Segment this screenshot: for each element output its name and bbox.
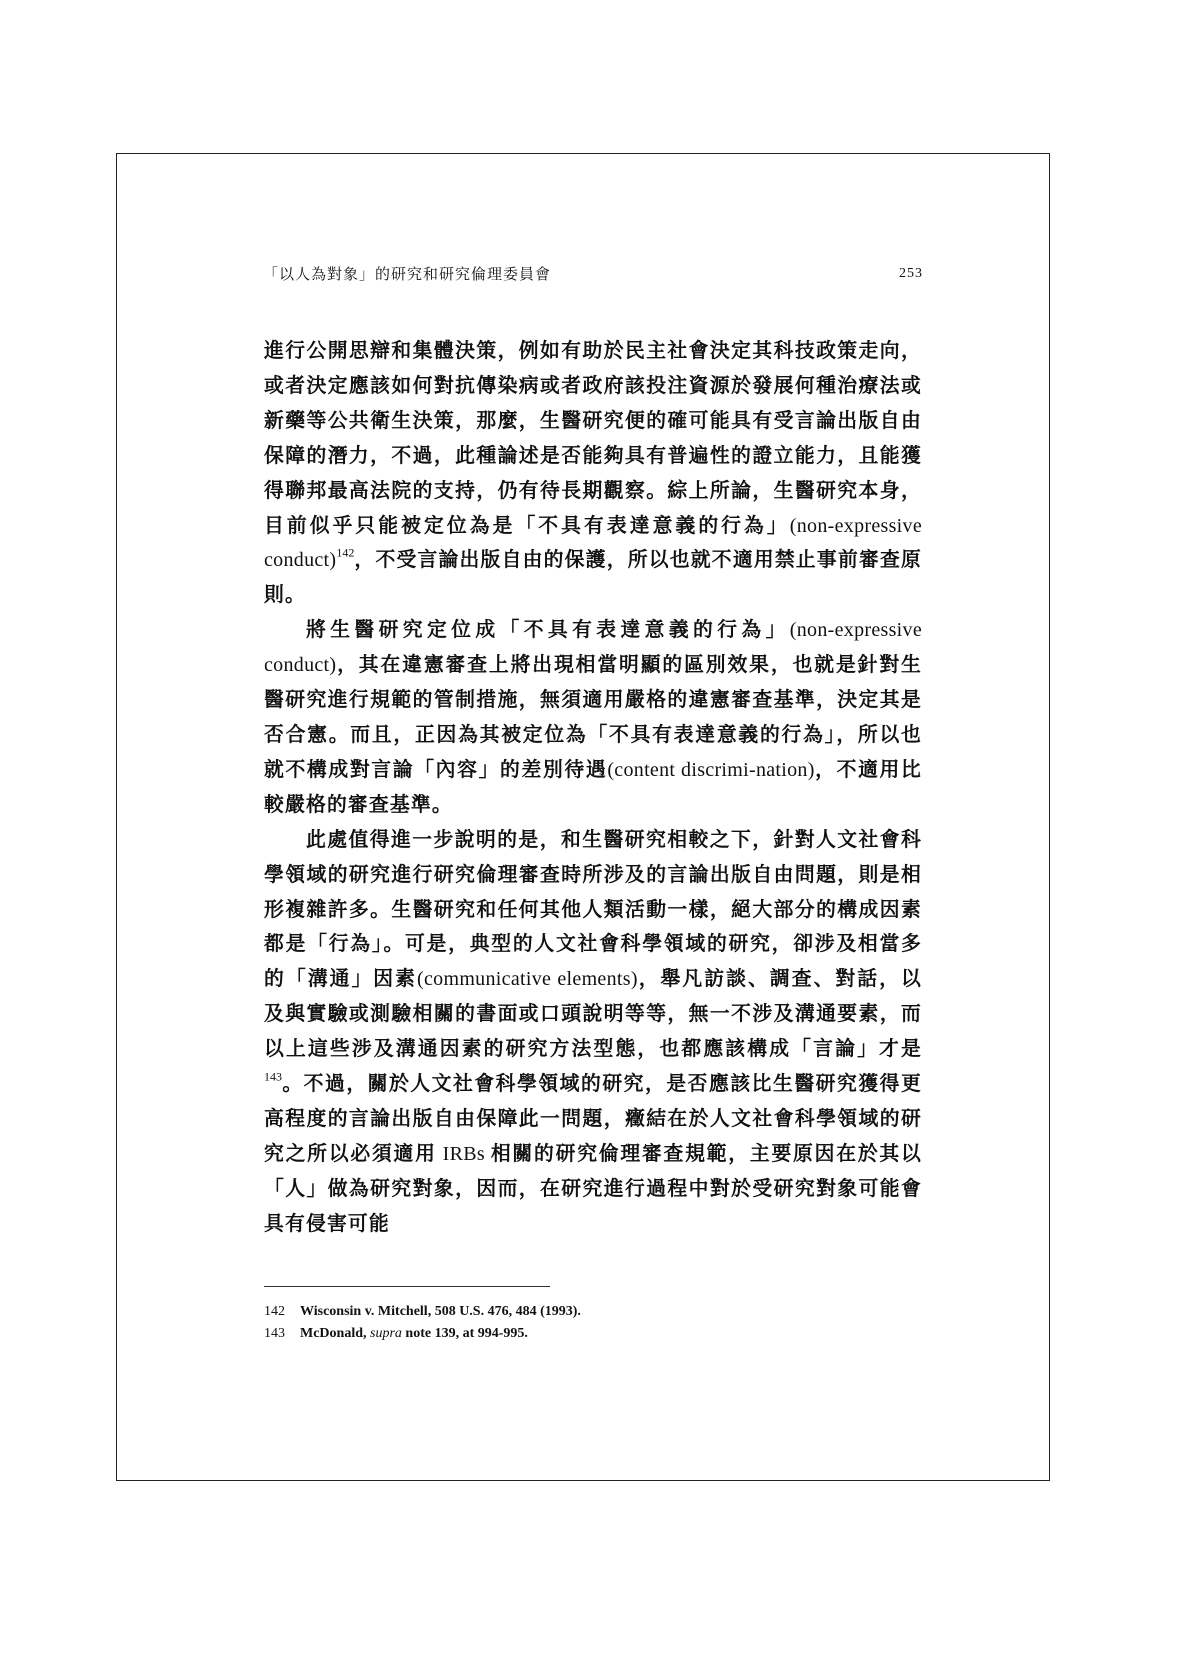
paragraph-3 xyxy=(264,823,922,1242)
footnote-number: 143 xyxy=(264,1326,285,1341)
paragraph-2-text-c: ，其在違憲審查上將出現相當明顯的區別效果，也就是針對生醫研究進行規範的管制措施，無須適用嚴格的違憲審查基準，決定其是否合憲。而且，正因為其被定位為「不具有表達意義的行為」，所以也就不構成對言論「內容」的差別待遇 xyxy=(264,653,922,781)
running-head xyxy=(263,262,923,286)
footnote-rule xyxy=(264,1286,550,1287)
page-number: 253 xyxy=(899,266,923,281)
running-title: 「以人為對象」的研究和研究倫理委員會 xyxy=(263,265,552,283)
footnote-142 xyxy=(264,1301,924,1323)
footnote-ref-142[interactable]: 142 xyxy=(336,545,355,560)
paragraph-1 xyxy=(264,334,922,613)
footnote-ref-143[interactable]: 143 xyxy=(264,1069,282,1084)
paragraph-2-latin-term-1: (non-expressive conduct) xyxy=(264,619,922,677)
paragraph-3-text-f: 相關的研究倫理審查規範，主要原因在於其以「人」做為研究對象，因而，在研究進行過程中對於受研究對象可能會具有侵害可能 xyxy=(264,1141,922,1235)
paragraph-2-text-a: 將生醫研究定位成「不具有表達意義的行為」 xyxy=(306,618,790,642)
paragraph-1-text-c: ，不受言論出版自由的保護，所以也就不適用禁止事前審查原則。 xyxy=(264,548,922,607)
footnote-text-after: note 139, at 994-995. xyxy=(401,1326,528,1341)
footnote-text: Wisconsin v. Mitchell, 508 U.S. 476, 484 (1993). xyxy=(300,1304,581,1319)
paragraph-1-latin-term: (non-expressive conduct) xyxy=(264,514,922,572)
footnote-italic: supra xyxy=(370,1326,402,1341)
paragraph-2-text-e: ，不適用比較嚴格的審查基準。 xyxy=(264,757,922,816)
paragraph-3-text-c: ，舉凡訪談、調查、對話，以及與實驗或測驗相關的書面或口頭說明等等，無一不涉及溝通要素，而以上這些涉及溝通因素的研究方法型態，也都應該構成「言論」才是 xyxy=(264,967,922,1061)
footnote-143 xyxy=(264,1323,924,1345)
paragraph-3-text-d: 。不過，關於人文社會科學領域的研究，是否應該比生醫研究獲得更高程度的言論出版自由保障此一問題，癥結在於人文社會科學領域的研究之所以必須適用 xyxy=(264,1072,922,1165)
paragraph-1-text-a: 進行公開思辯和集體決策，例如有助於民主社會決定其科技政策走向，或者決定應該如何對抗傳染病或者政府該投注資源於發展何種治療法或新藥等公共衛生決策，那麼，生醫研究便的確可能具有受言論出版自由保障的潛力，不過，此種論述是否能夠具有普遍性的證立能力，且能獲得聯邦最高法院的支持，仍有待長期觀察。綜上所論，生醫研究本身，目前似乎只能被定位為是「不具有表達意義的行為」 xyxy=(264,339,922,537)
paragraph-3-latin-term: (communicative elements) xyxy=(417,968,638,991)
body-text xyxy=(264,334,922,1242)
footnote-text-before: McDonald, xyxy=(300,1326,370,1341)
footnotes xyxy=(264,1301,924,1345)
paragraph-3-text-a: 此處值得進一步說明的是，和生醫研究相較之下，針對人文社會科學領域的研究進行研究倫理審查時所涉及的言論出版自由問題，則是相形複雜許多。生醫研究和任何其他人類活動一樣，絕大部分的構成因素都是「行為」。可是，典型的人文社會科學領域的研究，卻涉及相當多的「溝通」因素 xyxy=(264,827,922,991)
paragraph-2-latin-term-2: (content discrimi-nation) xyxy=(607,758,815,781)
paragraph-2 xyxy=(264,613,922,822)
footnote-number: 142 xyxy=(264,1304,285,1319)
paragraph-3-irbs: IRBs xyxy=(436,1142,491,1165)
